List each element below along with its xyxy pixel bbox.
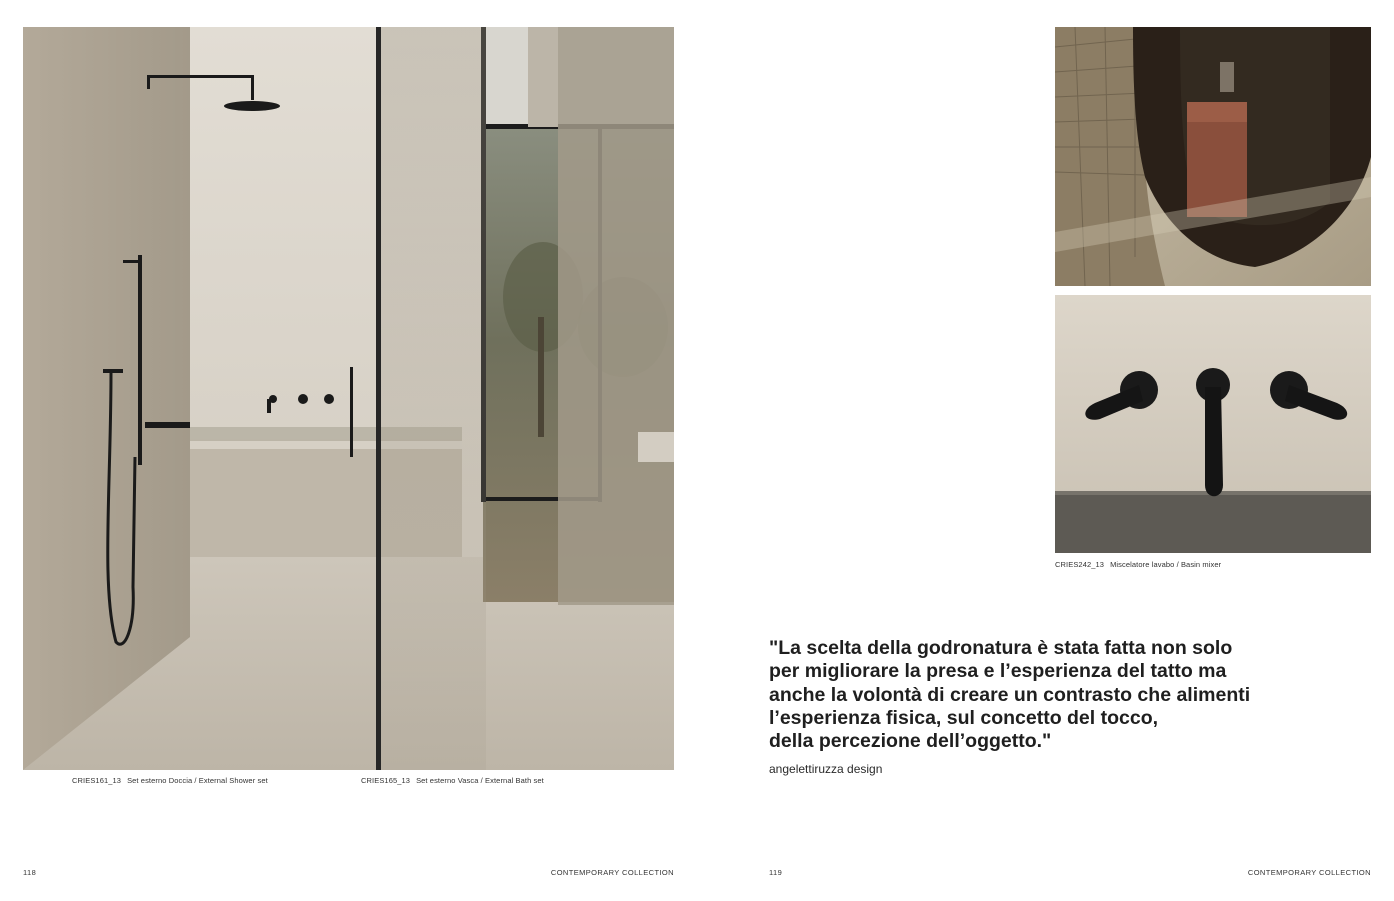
caption-text: Set esterno Doccia / External Shower set: [127, 776, 268, 785]
page-number-right: 119: [769, 868, 783, 877]
shower-set-caption: [72, 776, 268, 785]
shower-bathroom-photo: [23, 27, 674, 770]
collection-label-left: CONTEMPORARY COLLECTION: [550, 868, 674, 877]
page-number-left: 118: [23, 868, 37, 877]
caption-code: CRIES161_13: [72, 776, 122, 785]
bath-set-caption: [361, 776, 544, 785]
soap-dish-photo: [1055, 27, 1371, 286]
basin-mixer-photo: [1055, 295, 1371, 553]
basin-mixer-caption: [1055, 560, 1221, 569]
quote-author: angelettiruzza design: [769, 762, 883, 776]
collection-label-right: CONTEMPORARY COLLECTION: [1247, 868, 1371, 877]
caption-code: CRIES242_13: [1055, 560, 1105, 569]
caption-text: Miscelatore lavabo / Basin mixer: [1110, 560, 1222, 569]
designer-quote: "La scelta della godronatura è stata fatta non solo per migliorare la presa e l’esperienza del tatto ma anche la volontà di creare un contrasto che alimenti l’esperienza fisica, sul concetto del tocco, della percezione dell’oggetto.": [769, 637, 1251, 753]
caption-text: Set esterno Vasca / External Bath set: [416, 776, 544, 785]
caption-code: CRIES165_13: [361, 776, 411, 785]
